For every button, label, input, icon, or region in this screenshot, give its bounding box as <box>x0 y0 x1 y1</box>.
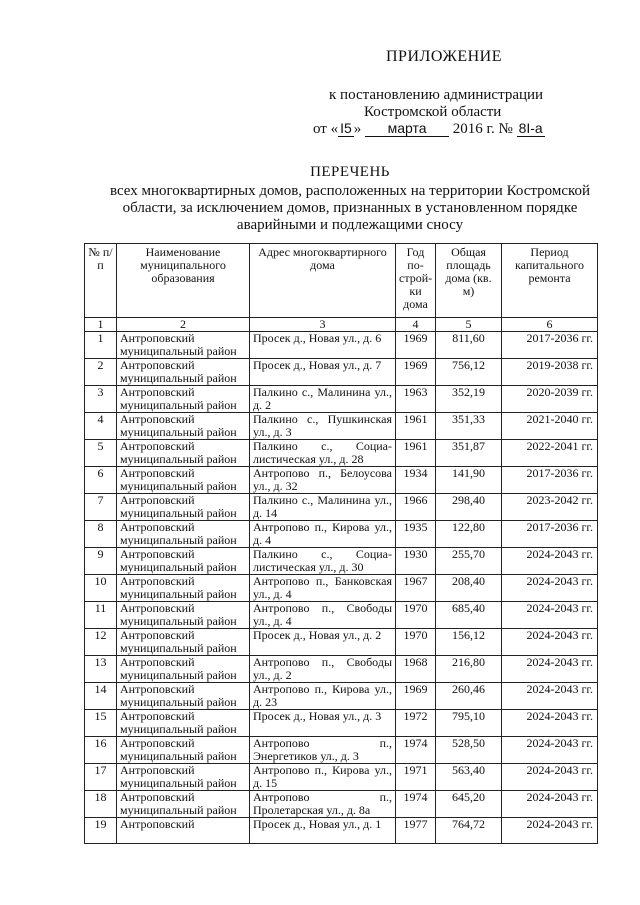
row-municipality: Антроповский муниципальный район <box>117 494 250 521</box>
table-row <box>85 818 598 844</box>
row-municipality: Антроповский муниципальный район <box>117 737 250 764</box>
column-number: 1 <box>85 318 117 332</box>
row-year: 1970 <box>396 629 436 656</box>
column-number: 4 <box>396 318 436 332</box>
row-area: 351,33 <box>436 413 502 440</box>
column-number-row <box>85 318 598 332</box>
row-period: 2024-2043 гг. <box>502 602 598 629</box>
table-row <box>85 764 598 791</box>
date-day: I5 <box>340 120 352 136</box>
title-line-3: аварийными и подлежащими сносу <box>236 217 464 233</box>
row-municipality: Антроповский <box>117 818 250 844</box>
row-address: Антропово п., Свободы ул., д. 2 <box>250 656 396 683</box>
row-year: 1969 <box>396 332 436 359</box>
decree-number: 8I-а <box>518 120 543 136</box>
row-area: 216,80 <box>436 656 502 683</box>
table-header-row <box>85 244 598 318</box>
row-address: Палкино с., Социа-листическая ул., д. 28 <box>250 440 396 467</box>
row-year: 1966 <box>396 494 436 521</box>
row-municipality: Антроповский муниципальный район <box>117 683 250 710</box>
row-year: 1971 <box>396 764 436 791</box>
row-address: Палкино с., Малинина ул., д. 2 <box>250 386 396 413</box>
row-area: 563,40 <box>436 764 502 791</box>
table-row <box>85 494 598 521</box>
row-area: 260,46 <box>436 683 502 710</box>
header-period: Период капитального ремонта <box>502 244 598 318</box>
row-year: 1961 <box>396 440 436 467</box>
column-number: 6 <box>502 318 598 332</box>
row-municipality: Антроповский муниципальный район <box>117 386 250 413</box>
row-period: 2017-2036 гг. <box>502 467 598 494</box>
row-address: Антропово п., Пролетарская ул., д. 8а <box>250 791 396 818</box>
row-area: 352,19 <box>436 386 502 413</box>
row-period: 2017-2036 гг. <box>502 521 598 548</box>
row-year: 1968 <box>396 656 436 683</box>
row-number: 7 <box>85 494 117 521</box>
row-area: 811,60 <box>436 332 502 359</box>
document-title <box>70 164 630 234</box>
date-prefix: от « <box>313 121 339 137</box>
table-row <box>85 737 598 764</box>
row-year: 1972 <box>396 710 436 737</box>
row-address: Просек д., Новая ул., д. 3 <box>250 710 396 737</box>
header-year: Год по-строй-ки дома <box>396 244 436 318</box>
appendix-line-2: Костромской области <box>364 104 502 120</box>
table-row <box>85 548 598 575</box>
row-address: Просек д., Новая ул., д. 2 <box>250 629 396 656</box>
row-number: 12 <box>85 629 117 656</box>
table-row <box>85 656 598 683</box>
header-address: Адрес многоквартирного дома <box>250 244 396 318</box>
row-number: 11 <box>85 602 117 629</box>
row-period: 2024-2043 гг. <box>502 737 598 764</box>
row-period: 2019-2038 гг. <box>502 359 598 386</box>
row-year: 1974 <box>396 791 436 818</box>
row-period: 2021-2040 гг. <box>502 413 598 440</box>
row-address: Палкино с., Малинина ул., д. 14 <box>250 494 396 521</box>
row-number: 18 <box>85 791 117 818</box>
row-address: Антропово п., Банковская ул., д. 4 <box>250 575 396 602</box>
row-number: 19 <box>85 818 117 844</box>
table-row <box>85 521 598 548</box>
row-period: 2023-2042 гг. <box>502 494 598 521</box>
title-line-2: области, за исключением домов, признанных в установленном порядке <box>122 200 578 216</box>
table-row <box>85 413 598 440</box>
row-year: 1935 <box>396 521 436 548</box>
table-row <box>85 629 598 656</box>
row-year: 1970 <box>396 602 436 629</box>
row-year: 1934 <box>396 467 436 494</box>
row-period: 2020-2039 гг. <box>502 386 598 413</box>
row-municipality: Антроповский муниципальный район <box>117 764 250 791</box>
table-row <box>85 332 598 359</box>
row-area: 795,10 <box>436 710 502 737</box>
row-address: Просек д., Новая ул., д. 6 <box>250 332 396 359</box>
row-period: 2024-2043 гг. <box>502 629 598 656</box>
row-area: 528,50 <box>436 737 502 764</box>
table-row <box>85 440 598 467</box>
appendix-date-line <box>313 120 545 138</box>
row-address: Антропово п., Энергетиков ул., д. 3 <box>250 737 396 764</box>
row-municipality: Антроповский муниципальный район <box>117 629 250 656</box>
row-area: 298,40 <box>436 494 502 521</box>
appendix-line-1: к постановлению администрации <box>329 87 544 103</box>
row-municipality: Антроповский муниципальный район <box>117 575 250 602</box>
row-municipality: Антроповский муниципальный район <box>117 710 250 737</box>
row-period: 2024-2043 гг. <box>502 818 598 844</box>
row-area: 756,12 <box>436 359 502 386</box>
houses-table <box>84 243 598 844</box>
column-number: 2 <box>117 318 250 332</box>
row-year: 1930 <box>396 548 436 575</box>
title-line-1: всех многоквартирных домов, расположенных на территории Костромской <box>109 183 591 199</box>
row-address: Просек д., Новая ул., д. 1 <box>250 818 396 844</box>
row-address: Палкино с., Социа-листическая ул., д. 30 <box>250 548 396 575</box>
header-municipality: Наименование муниципального образования <box>117 244 250 318</box>
row-area: 351,87 <box>436 440 502 467</box>
row-area: 122,80 <box>436 521 502 548</box>
row-period: 2024-2043 гг. <box>502 683 598 710</box>
row-address: Антропово п., Кирова ул., д. 4 <box>250 521 396 548</box>
row-number: 8 <box>85 521 117 548</box>
header-area: Общая площадь дома (кв. м) <box>436 244 502 318</box>
row-municipality: Антроповский муниципальный район <box>117 332 250 359</box>
row-address: Антропово п., Кирова ул., д. 23 <box>250 683 396 710</box>
row-area: 645,20 <box>436 791 502 818</box>
table-row <box>85 467 598 494</box>
row-area: 141,90 <box>436 467 502 494</box>
date-month: марта <box>365 121 449 137</box>
row-period: 2024-2043 гг. <box>502 575 598 602</box>
row-period: 2017-2036 гг. <box>502 332 598 359</box>
row-number: 5 <box>85 440 117 467</box>
header-number: № п/п <box>85 244 117 318</box>
row-municipality: Антроповский муниципальный район <box>117 548 250 575</box>
table-row <box>85 359 598 386</box>
row-period: 2024-2043 гг. <box>502 791 598 818</box>
row-address: Просек д., Новая ул., д. 7 <box>250 359 396 386</box>
row-period: 2024-2043 гг. <box>502 656 598 683</box>
row-address: Антропово п., Кирова ул., д. 15 <box>250 764 396 791</box>
row-municipality: Антроповский муниципальный район <box>117 467 250 494</box>
row-municipality: Антроповский муниципальный район <box>117 602 250 629</box>
row-municipality: Антроповский муниципальный район <box>117 359 250 386</box>
row-period: 2024-2043 гг. <box>502 710 598 737</box>
row-year: 1963 <box>396 386 436 413</box>
row-number: 1 <box>85 332 117 359</box>
row-address: Палкино с., Пушкинская ул., д. 3 <box>250 413 396 440</box>
row-number: 6 <box>85 467 117 494</box>
row-year: 1967 <box>396 575 436 602</box>
list-heading: ПЕРЕЧЕНЬ <box>310 164 390 180</box>
date-day-close: » <box>353 121 362 137</box>
row-number: 15 <box>85 710 117 737</box>
row-year: 1969 <box>396 359 436 386</box>
row-number: 16 <box>85 737 117 764</box>
row-number: 17 <box>85 764 117 791</box>
row-number: 3 <box>85 386 117 413</box>
row-area: 255,70 <box>436 548 502 575</box>
table-row <box>85 386 598 413</box>
row-period: 2024-2043 гг. <box>502 548 598 575</box>
row-municipality: Антроповский муниципальный район <box>117 791 250 818</box>
row-number: 4 <box>85 413 117 440</box>
table-row <box>85 710 598 737</box>
row-area: 208,40 <box>436 575 502 602</box>
row-area: 685,40 <box>436 602 502 629</box>
row-year: 1977 <box>396 818 436 844</box>
column-number: 3 <box>250 318 396 332</box>
table-row <box>85 791 598 818</box>
row-municipality: Антроповский муниципальный район <box>117 656 250 683</box>
table-row <box>85 575 598 602</box>
row-number: 13 <box>85 656 117 683</box>
row-year: 1969 <box>396 683 436 710</box>
row-municipality: Антроповский муниципальный район <box>117 521 250 548</box>
table-row <box>85 683 598 710</box>
row-number: 2 <box>85 359 117 386</box>
row-municipality: Антроповский муниципальный район <box>117 440 250 467</box>
row-municipality: Антроповский муниципальный район <box>117 413 250 440</box>
table-row <box>85 602 598 629</box>
row-year: 1961 <box>396 413 436 440</box>
row-year: 1974 <box>396 737 436 764</box>
row-period: 2024-2043 гг. <box>502 764 598 791</box>
column-number: 5 <box>436 318 502 332</box>
row-area: 764,72 <box>436 818 502 844</box>
row-number: 9 <box>85 548 117 575</box>
appendix-title: ПРИЛОЖЕНИЕ <box>386 48 503 65</box>
row-area: 156,12 <box>436 629 502 656</box>
row-address: Антропово п., Белоусова ул., д. 32 <box>250 467 396 494</box>
row-number: 14 <box>85 683 117 710</box>
row-address: Антропово п., Свободы ул., д. 4 <box>250 602 396 629</box>
date-year: 2016 г. № <box>452 121 513 137</box>
row-number: 10 <box>85 575 117 602</box>
row-period: 2022-2041 гг. <box>502 440 598 467</box>
